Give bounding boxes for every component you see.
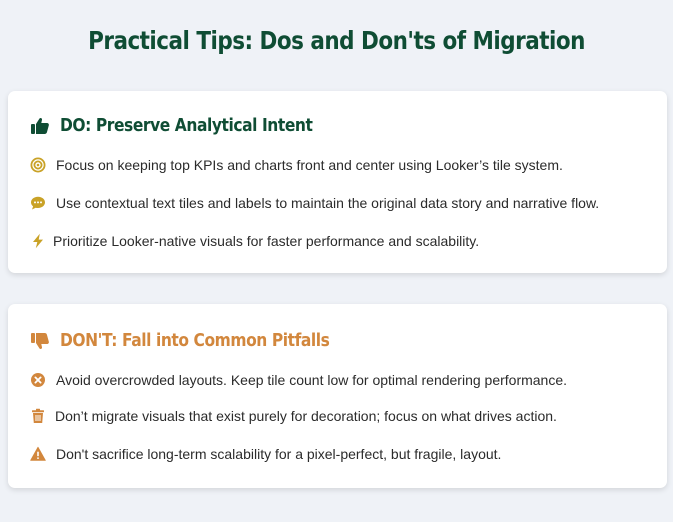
dont-item [30, 444, 501, 464]
do-item [30, 193, 599, 213]
page-title: Practical Tips: Dos and Don'ts of Migration [88, 26, 585, 55]
do-heading [30, 115, 354, 136]
dont-heading-text: DON'T: Fall into Common Pitfalls [60, 330, 330, 351]
dont-item-text: Don’t migrate visuals that exist purely for decoration; focus on what drives action. [55, 408, 557, 424]
trash-icon [30, 408, 46, 424]
do-card [8, 91, 667, 273]
do-item [30, 155, 563, 175]
dont-heading [30, 330, 373, 351]
do-item-text: Focus on keeping top KPIs and charts front and center using Looker’s tile system. [56, 157, 563, 173]
thumbs-down-icon [30, 331, 50, 351]
bullseye-icon [30, 157, 46, 173]
dont-card [8, 304, 667, 488]
dont-item-text: Don't sacrifice long-term scalability for a pixel-perfect, but fragile, layout. [56, 446, 502, 462]
warning-icon [30, 446, 46, 462]
do-item-text: Use contextual text tiles and labels to maintain the original data story and narrative flow. [56, 195, 600, 211]
dont-item [30, 370, 567, 390]
do-item-text: Prioritize Looker-native visuals for faster performance and scalability. [53, 233, 480, 249]
thumbs-up-icon [30, 116, 50, 136]
do-heading-text: DO: Preserve Analytical Intent [60, 115, 313, 136]
dont-item [30, 406, 557, 426]
times-circle-icon [30, 372, 46, 388]
dont-item-text: Avoid overcrowded layouts. Keep tile count low for optimal rendering performance. [56, 372, 568, 388]
do-item [30, 231, 479, 251]
bolt-icon [30, 233, 46, 249]
comment-dots-icon [30, 195, 46, 211]
